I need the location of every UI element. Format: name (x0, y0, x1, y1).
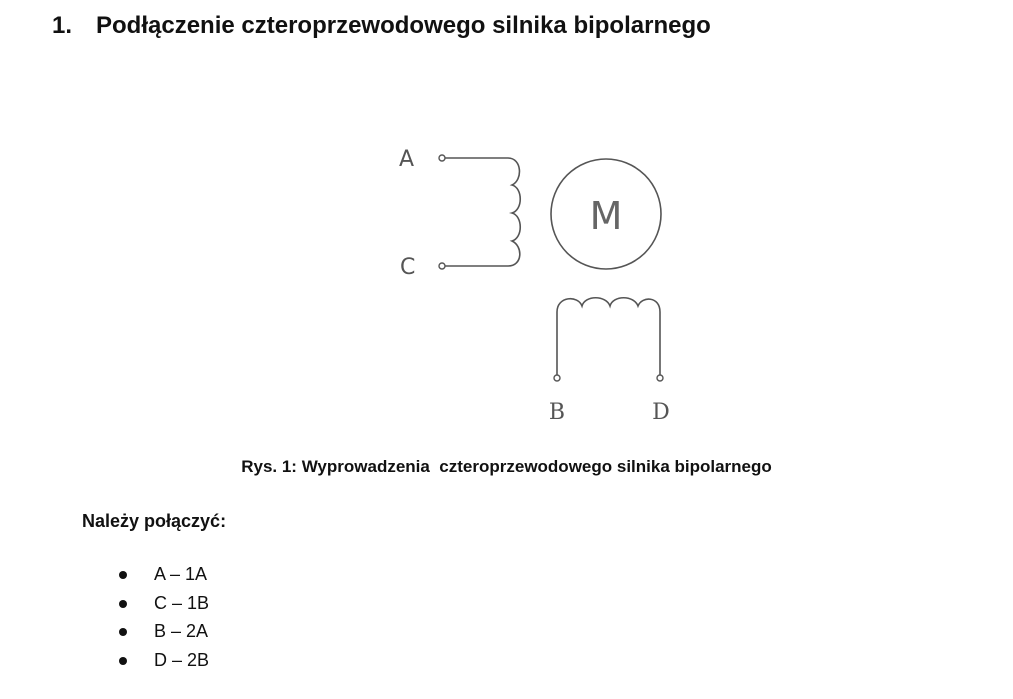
bullet-icon (119, 657, 127, 665)
list-item (116, 560, 209, 589)
terminal-label-d: D (652, 400, 670, 425)
terminal-a (439, 155, 445, 161)
terminal-label-a: A (399, 147, 415, 172)
terminal-label-c: C (400, 255, 416, 280)
coil-b-d (557, 298, 660, 375)
connection-list (116, 560, 209, 675)
connection-text: A – 1A (154, 564, 208, 584)
section-title: Podłączenie czteroprzewodowego silnika bipolarnego (96, 12, 711, 39)
coil-a-c (445, 158, 520, 266)
connection-text: D – 2B (154, 650, 210, 671)
list-item (116, 617, 209, 646)
connection-text: C – 1B (154, 592, 210, 613)
instruction-label: Należy połączyć: (82, 511, 227, 531)
terminal-label-b: B (548, 400, 566, 425)
connection-text: B – 2A (154, 621, 209, 642)
terminal-c (439, 263, 445, 269)
bullet-icon (119, 571, 127, 579)
terminal-b (554, 375, 560, 381)
list-item (116, 589, 209, 618)
bullet-icon (119, 600, 127, 608)
list-item (116, 646, 209, 675)
section-number: 1. (52, 12, 73, 39)
bullet-icon (119, 628, 127, 636)
terminal-d (657, 375, 663, 381)
figure-caption: Rys. 1: Wyprowadzenia czteroprzewodowego silnika bipolarnego (241, 457, 772, 476)
section-heading (52, 10, 711, 42)
stepper-motor-wiring-diagram (380, 130, 700, 440)
motor-label: M (589, 194, 623, 238)
